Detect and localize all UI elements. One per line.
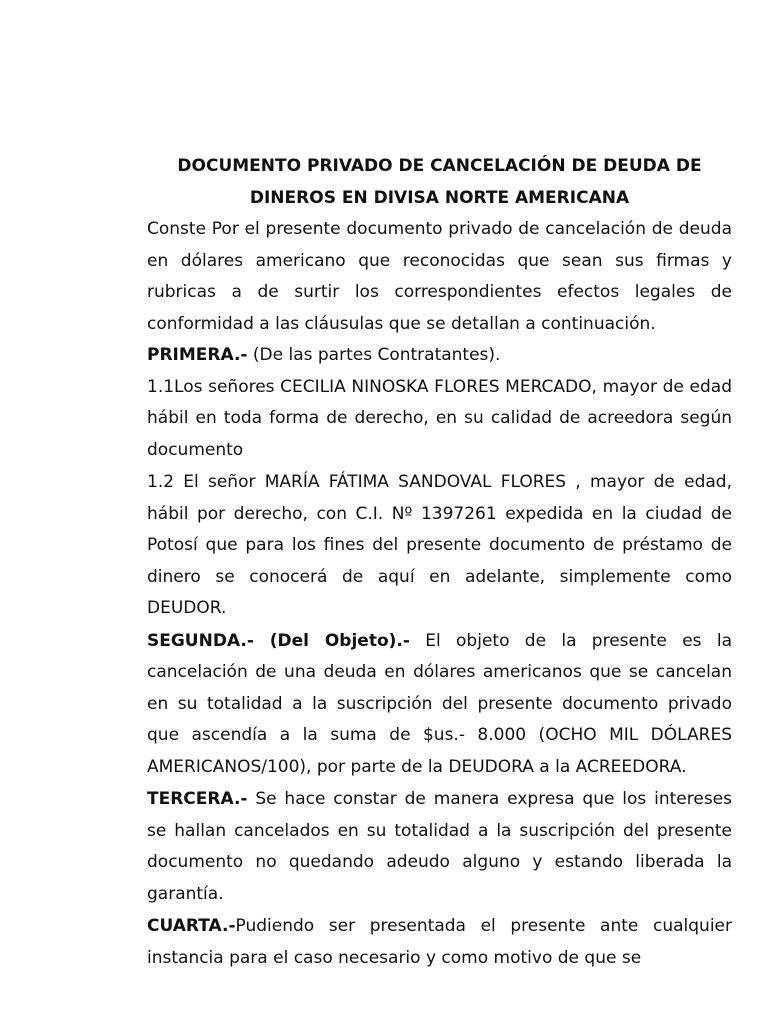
clause-cuarta (147, 911, 732, 974)
clause-primera (147, 340, 732, 372)
clause-primera-label: PRIMERA.- (147, 345, 248, 365)
document-body (147, 151, 732, 974)
clause-tercera (147, 784, 732, 910)
clause-primera-item-1: 1.1Los señores CECILIA NINOSKA FLORES MERCADO, mayor de edad hábil en toda forma de derecho, en su calidad de acreedora según documento (147, 376, 732, 460)
intro-paragraph: Conste Por el presente documento privado de cancelación de deuda en dólares americano que reconocidas que sean sus firmas y rubricas a de surtir los correspondientes efectos legales de conformidad a las cláusulas que se detallan a continuación. (147, 219, 732, 334)
clause-tercera-label: TERCERA.- (147, 789, 248, 809)
clause-segunda (147, 626, 732, 784)
clause-primera-item-2: 1.2 El señor MARÍA FÁTIMA SANDOVAL FLORES , mayor de edad, hábil por derecho, con C.I. Nº 1397261 expedida en la ciudad de Potosí que para los fines del presente documento de préstamo de dinero se conocerá de aquí en adelante, simplemente como DEUDOR. (147, 472, 732, 618)
clause-segunda-text: El objeto de la presente es la cancelación de una deuda en dólares americanos que se cancelan en su totalidad a la suscripción del presente documento privado que ascendía a la suma de $us.- 8.000 (OCHO MIL DÓLARES AMERICANOS/100), por parte de la DEUDORA a la ACREEDORA. (147, 630, 732, 777)
title-line-1: DOCUMENTO PRIVADO DE CANCELACIÓN DE DEUDA DE (177, 156, 702, 176)
clause-segunda-label: SEGUNDA.- (Del Objeto).- (147, 630, 410, 651)
clause-cuarta-text: Pudiendo ser presentada el presente ante cualquier instancia para el caso necesario y como motivo de que se (147, 916, 732, 968)
document-title (147, 151, 732, 214)
clause-tercera-text: Se hace constar de manera expresa que los intereses se hallan cancelados en su totalidad a la suscripción del presente documento no quedando adeudo alguno y estando liberada la garantía. (147, 789, 732, 904)
clause-cuarta-label: CUARTA.- (147, 916, 236, 936)
clause-primera-text: (De las partes Contratantes). (247, 345, 501, 365)
title-line-2: DINEROS EN DIVISA NORTE AMERICANA (249, 187, 630, 208)
